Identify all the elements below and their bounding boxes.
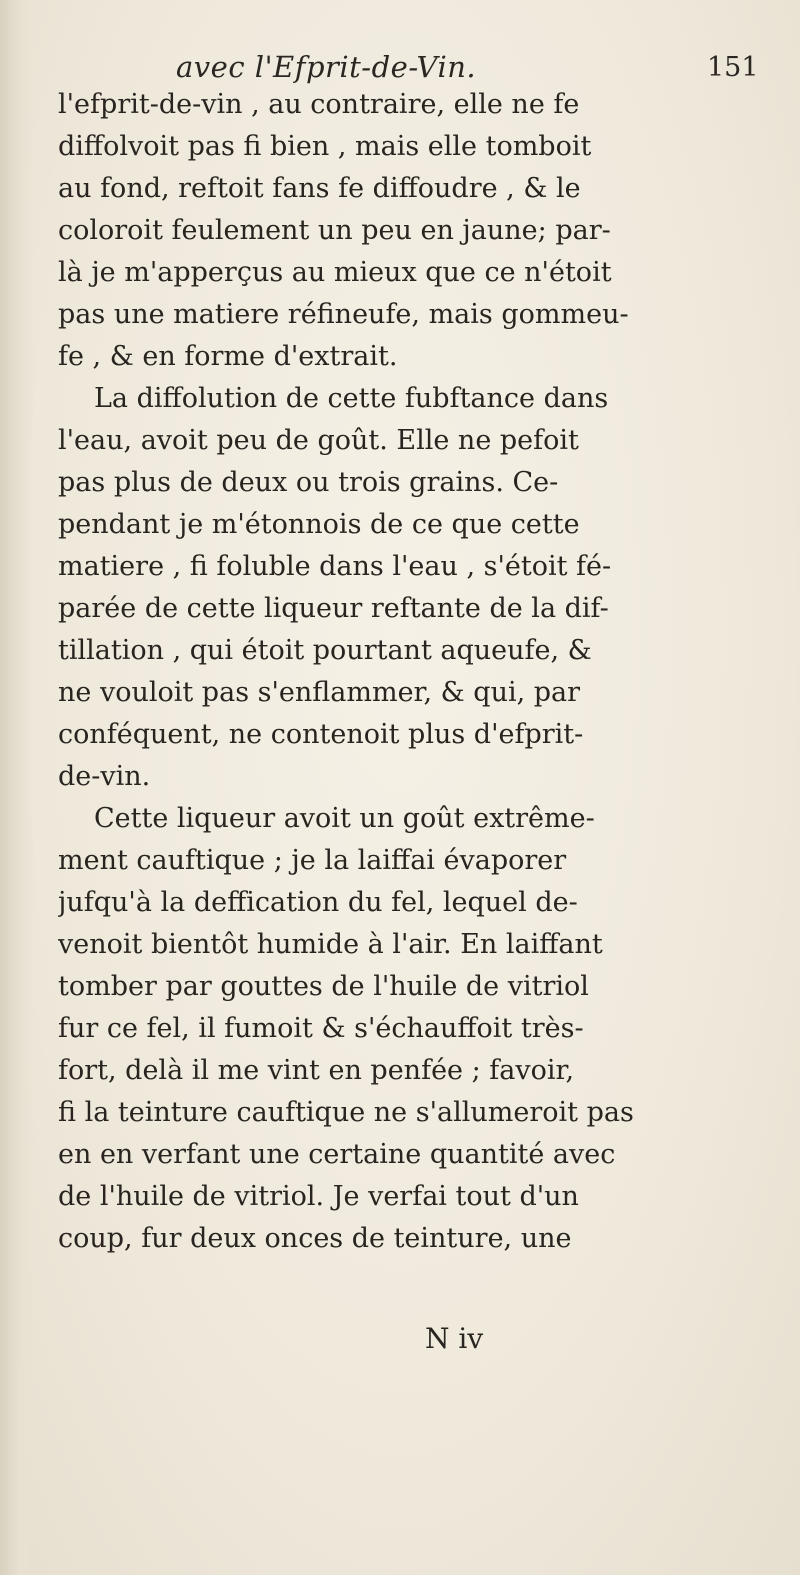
text-line: de l'huile de vitriol. Je verfai tout d'un — [58, 1181, 579, 1212]
paragraph-start-line: Cette liqueur avoit un goût extrême- — [94, 803, 595, 834]
text-line: coup, fur deux onces de teinture, une — [58, 1223, 572, 1254]
text-line: tillation , qui étoit pourtant aqueufe, & — [58, 635, 592, 666]
body-text — [58, 84, 770, 1260]
running-title: avec l'Efprit-de-Vin. — [176, 50, 477, 84]
text-line: pendant je m'étonnois de ce que cette — [58, 509, 580, 540]
text-line: l'efprit-de-vin , au contraire, elle ne fe — [58, 89, 580, 120]
text-line: matiere , fi foluble dans l'eau , s'étoit fé- — [58, 551, 612, 582]
text-line: fi la teinture cauftique ne s'allumeroit pas — [58, 1097, 634, 1128]
text-line: coloroit feulement un peu en jaune; par- — [58, 215, 611, 246]
text-line: pas une matiere réfineufe, mais gommeu- — [58, 299, 629, 330]
text-line: là je m'apperçus au mieux que ce n'étoit — [58, 257, 612, 288]
text-line: pas plus de deux ou trois grains. Ce- — [58, 467, 559, 498]
signature-mark: N iv — [425, 1322, 484, 1355]
text-line: de-vin. — [58, 761, 151, 792]
text-line: venoit bientôt humide à l'air. En laiffant — [58, 929, 603, 960]
text-line: au fond, reftoit fans fe diffoudre , & le — [58, 173, 581, 204]
page-gutter-shadow — [0, 0, 34, 1575]
text-line: en en verfant une certaine quantité avec — [58, 1139, 616, 1170]
text-line: conféquent, ne contenoit plus d'efprit- — [58, 719, 584, 750]
paragraph-start-line: La diffolution de cette fubftance dans — [94, 383, 609, 414]
text-line: l'eau, avoit peu de goût. Elle ne pefoit — [58, 425, 579, 456]
text-line: fort, delà il me vint en penfée ; favoir, — [58, 1055, 575, 1086]
page-number: 151 — [707, 52, 759, 83]
text-line: fur ce fel, il fumoit & s'échauffoit très- — [58, 1013, 584, 1044]
text-line: jufqu'à la deffication du fel, lequel de- — [58, 887, 578, 918]
text-line: ne vouloit pas s'enflammer, & qui, par — [58, 677, 581, 708]
text-line: ment cauftique ; je la laiffai évaporer — [58, 845, 567, 876]
text-line: tomber par gouttes de l'huile de vitriol — [58, 971, 589, 1002]
text-line: diffolvoit pas fi bien , mais elle tomboit — [58, 131, 592, 162]
text-line: fe , & en forme d'extrait. — [58, 341, 398, 372]
text-line: parée de cette liqueur reftante de la dif- — [58, 593, 609, 624]
